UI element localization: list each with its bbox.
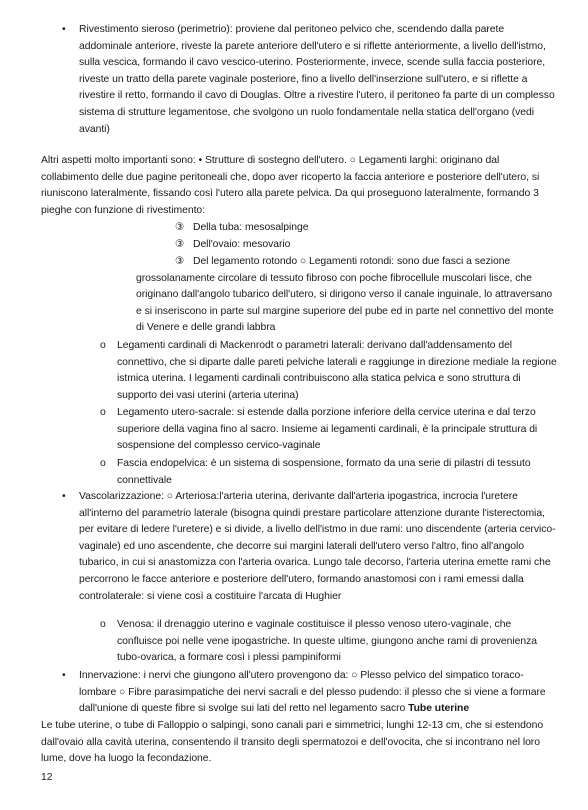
subitem-mesovario: Dell'ovaio: mesovario <box>193 239 291 250</box>
circle-bullet: o <box>100 340 106 351</box>
circle-bullet: o <box>100 458 106 469</box>
paragraph-innervazione <box>79 668 559 718</box>
bullet-dot: • <box>62 24 66 35</box>
innervazione-text: Innervazione: i nervi che giungono all'utero provengono da: ○ Plesso pelvico del simpatico toraco-lombare ○ Fibre parasimpatiche dei nervi sacrali e del plesso pudendo: il plesso che si viene a formare dall'unione di queste fibre si svolge sui lati del retto nel legamento sacro <box>79 670 546 715</box>
bullet-dot: • <box>62 491 66 502</box>
subitem-mesosalpinge: Della tuba: mesosalpinge <box>193 222 309 233</box>
subitem-legamento-rotondo: Del legamento rotondo ○ Legamenti rotondi: sono due fasci a sezione grossolanamente circolare di tessuto fibroso con poche fibrocellule muscolari lisce, che originano dall'angolo tubarico dell'utero, si dirigono verso il canale inguinale, lo attraversano e si inseriscono in parte sul margine superiore del pube ed in parte nel connettivo del monte di Venere e delle grandi labbra <box>136 256 554 334</box>
paragraph-utero-sacrale: Legamento utero-sacrale: si estende dalla porzione inferiore della cervice uterina e dal terzo superiore della vagina fino al sacro. Insieme ai legamenti cardinali, è la principale struttura di sospensione del complesso cervico-vaginale <box>117 407 538 452</box>
page-number: 12 <box>41 772 53 783</box>
numbered-bullet: ③ <box>175 222 185 233</box>
circle-bullet: o <box>100 407 106 418</box>
heading-tube-uterine: Tube uterine <box>408 703 470 715</box>
paragraph-tube-uterine: Le tube uterine, o tube di Falloppio o salpingi, sono canali pari e simmetrici, lunghi 12-13 cm, che si estendono dall'ovaio alla cavità uterina, consentendo il transito degli spermatozoi e dell'ovocita, che si incontrano nel loro lume, dove ha luogo la fecondazione. <box>41 720 544 765</box>
paragraph-venosa: Venosa: il drenaggio uterino e vaginale costituisce il plesso venoso utero-vaginale, che confluisce poi nelle vene ipogastriche. In queste ultime, giungono anche rami di provenienza tubo-ovarica, a formare così i plessi pampiniformi <box>117 619 537 664</box>
circle-bullet: o <box>100 619 106 630</box>
bullet-dot: • <box>62 670 66 681</box>
paragraph-rivestimento-sieroso: Rivestimento sieroso (perimetrio): proviene dal peritoneo pelvico che, scendendo dalla parete addominale anteriore, riveste la parete anteriore dell'utero e si riflette anteriormente, a livello dell'istmo, sulla vescica, formando il cavo vescico-uterino. Posteriormente, invece, scende sulla faccia posteriore, riveste un tratto della parete vaginale posteriore, fino a livello dell'inserzione sull'utero, e si riflette a rivestire il retto, formando il cavo di Douglas. Oltre a rivestire l'utero, il peritoneo fa parte di un complesso sistema di strutture legamentose, che svolgono un ruolo fondamentale nella statica dell'organo (vedi avanti) <box>79 24 555 135</box>
paragraph-legamenti-cardinali: Legamenti cardinali di Mackenrodt o parametri laterali: derivano dall'addensamento del connettivo, che si diparte dalle pareti pelviche laterali e raggiunge in direzione mediale la regione istmica uterina. I legamenti cardinali contribuiscono alla statica pelvica e sono struttura di supporto dei vasi uterini (arteria uterina) <box>117 340 557 401</box>
paragraph-altri-aspetti: Altri aspetti molto importanti sono: • Strutture di sostegno dell'utero. ○ Legamenti larghi: originano dal collabimento delle due pagine peritoneali che, dopo aver ricoperto la faccia anteriore e posteriore dell'utero, si riuniscono lateralmente, fissando così l'utero alla parete pelvica. Da qui proseguono lateralmente, formando 3 pieghe con funzione di rivestimento: <box>41 155 540 216</box>
paragraph-vascolarizzazione: Vascolarizzazione: ○ Arteriosa:l'arteria uterina, derivante dall'arteria ipogastrica, incrocia l'uretere all'interno del parametrio laterale (bisogna quindi prestare particolare attenzione durante l'isterectomia, per evitare di ledere l'uretere) e si divide, a livello dell'istmo in due rami: uno discendente (arteria cervico-vaginale) ed uno ascendente, che decorre sui margini laterali dell'utero verso l'altro, fino all'angolo tubarico, in cui si anastomizza con l'arteria ovarica. Lungo tale decorso, l'arteria uterina emette rami che percorrono le facce anteriore e posteriore dell'utero, formando anastomosi con i rami emessi dalla controlaterale: si viene così a costituire l'arcata di Hughier <box>79 491 556 602</box>
numbered-bullet: ③ <box>175 239 185 250</box>
numbered-bullet: ③ <box>175 256 185 267</box>
paragraph-fascia-endopelvica: Fascia endopelvica: è un sistema di sospensione, formato da una serie di pilastri di tessuto connettivale <box>117 458 531 486</box>
